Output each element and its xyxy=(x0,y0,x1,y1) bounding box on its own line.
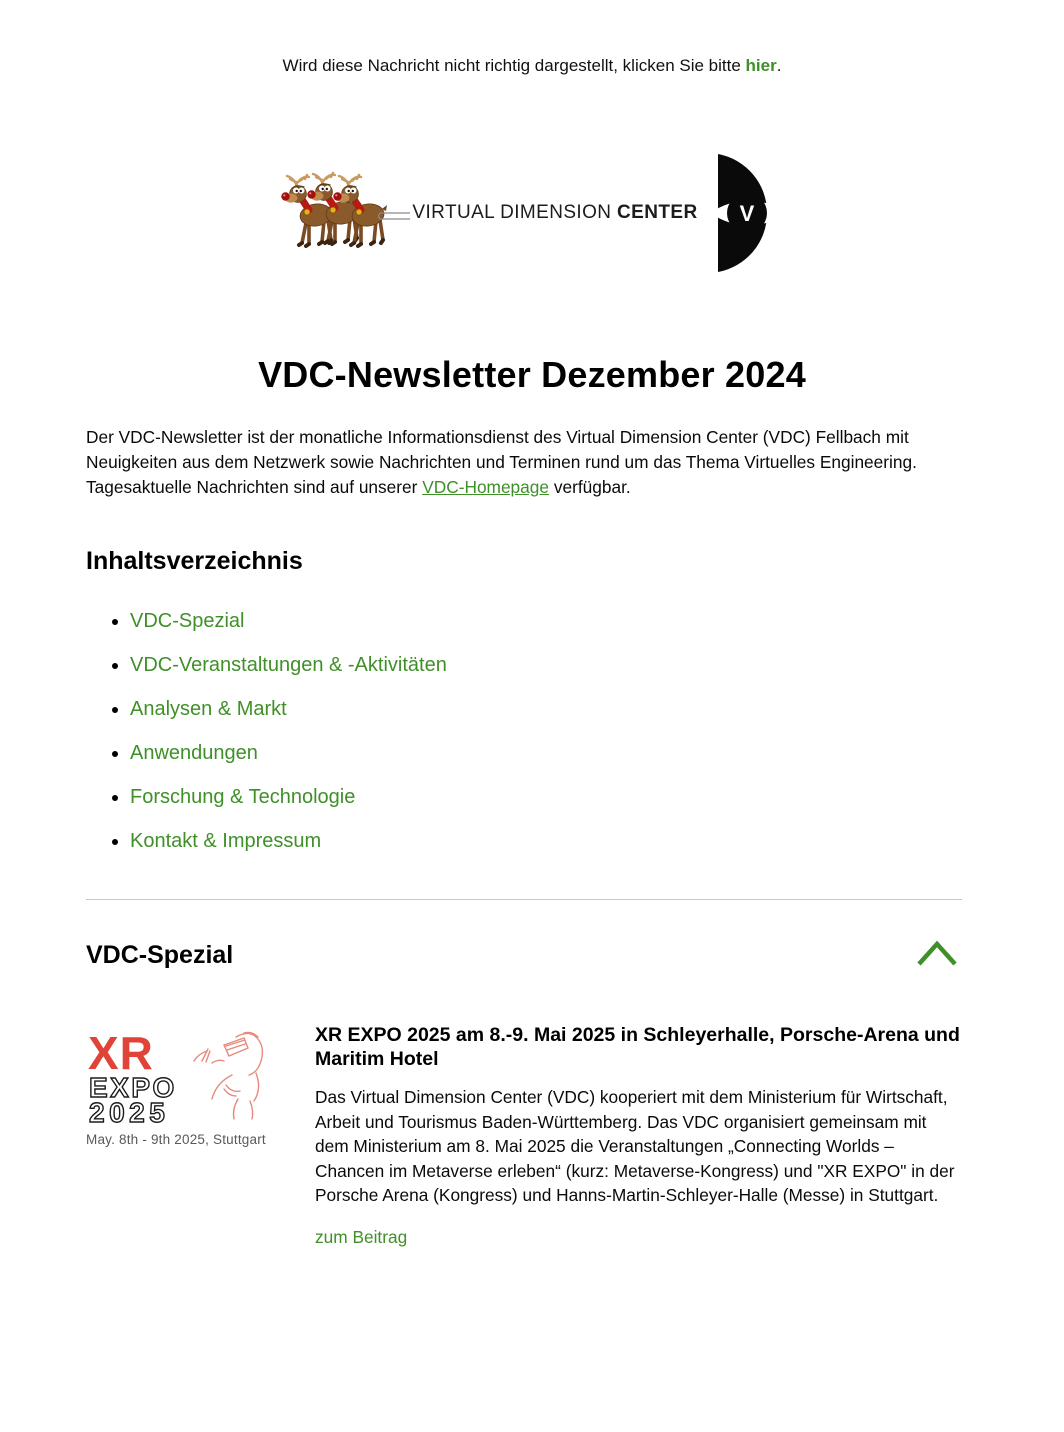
brand-text-regular: VIRTUAL DIMENSION xyxy=(412,202,618,223)
article-text-column xyxy=(315,1023,962,1248)
vdc-homepage-link[interactable]: VDC-Homepage xyxy=(422,477,550,497)
brand-text-bold: CENTER xyxy=(617,202,698,223)
brand-wordmark xyxy=(412,202,697,224)
toc-item xyxy=(130,697,962,721)
toc-link-anwendungen[interactable]: Anwendungen xyxy=(130,742,258,764)
xr-expo-caption: May. 8th - 9th 2025, Stuttgart xyxy=(86,1132,266,1147)
vdc-logo-mark-icon xyxy=(710,152,788,274)
toc-heading: Inhaltsverzeichnis xyxy=(86,547,303,575)
toc-item xyxy=(130,653,962,677)
intro-paragraph xyxy=(86,425,962,500)
section-header xyxy=(86,937,962,974)
view-in-browser-link[interactable]: hier xyxy=(745,56,777,75)
preheader xyxy=(0,0,1064,76)
section-divider xyxy=(86,899,962,900)
xr-expo-line1: XR xyxy=(88,1027,154,1079)
xr-expo-image[interactable] xyxy=(86,1023,282,1248)
toc-link-analysen[interactable]: Analysen & Markt xyxy=(130,698,287,720)
toc-item xyxy=(130,785,962,809)
preheader-text: Wird diese Nachricht nicht richtig dargestellt, klicken Sie bitte xyxy=(282,56,746,75)
vr-person-sketch xyxy=(194,1033,262,1120)
toc-item xyxy=(130,609,962,633)
vdc-mark-letter: V xyxy=(739,201,754,226)
toc-link-veranstaltungen[interactable]: VDC-Veranstaltungen & -Aktivitäten xyxy=(130,654,447,676)
intro-text: Der VDC-Newsletter ist der monatliche Informationsdienst des Virtual Dimension Center (VDC) Fellbach mit Neuigkeiten aus dem Netzwerk sowie Nachrichten und Terminen rund um das Thema Virtuelles Engineering. Tagesaktuelle Nachrichten sind auf unserer xyxy=(86,427,917,497)
intro-text-after: verfügbar. xyxy=(549,477,631,497)
back-to-top-button[interactable] xyxy=(914,937,960,974)
toc-item xyxy=(130,741,962,765)
article-title: XR EXPO 2025 am 8.-9. Mai 2025 in Schleyerhalle, Porsche-Arena und Maritim Hotel xyxy=(315,1024,960,1070)
article-xr-expo xyxy=(86,1023,962,1248)
toc-link-forschung[interactable]: Forschung & Technologie xyxy=(130,786,356,808)
section-heading: VDC-Spezial xyxy=(86,941,234,969)
toc-link-kontakt[interactable]: Kontakt & Impressum xyxy=(130,830,322,852)
toc-item xyxy=(130,829,962,853)
xr-expo-line3: 2025 xyxy=(89,1097,170,1123)
newsletter-title: VDC-Newsletter Dezember 2024 xyxy=(258,354,806,395)
xr-expo-logo-icon xyxy=(86,1023,282,1123)
newsletter-logo[interactable] xyxy=(0,152,1064,274)
article-body: Das Virtual Dimension Center (VDC) kooperiert mit dem Ministerium für Wirtschaft, Arbeit und Tourismus Baden-Württemberg. Das VDC organisiert gemeinsam mit dem Ministerium am 8. Mai 2025 die Veranstaltungen „Connecting Worlds – Chancen im Metaverse erleben“ (kurz: Metaverse-Kongress) und "XR EXPO" in der Porsche Arena (Kongress) und Hanns-Martin-Schleyer-Halle (Messe) in Stuttgart. xyxy=(315,1087,955,1205)
xr-expo-line2: EXPO xyxy=(89,1072,177,1103)
toc-link-vdc-spezial[interactable]: VDC-Spezial xyxy=(130,610,245,632)
toc-list xyxy=(86,609,962,853)
chevron-up-icon xyxy=(914,937,960,969)
preheader-period: . xyxy=(776,56,782,75)
reindeer-illustration-icon xyxy=(276,171,412,255)
zum-beitrag-link[interactable]: zum Beitrag xyxy=(315,1226,408,1247)
